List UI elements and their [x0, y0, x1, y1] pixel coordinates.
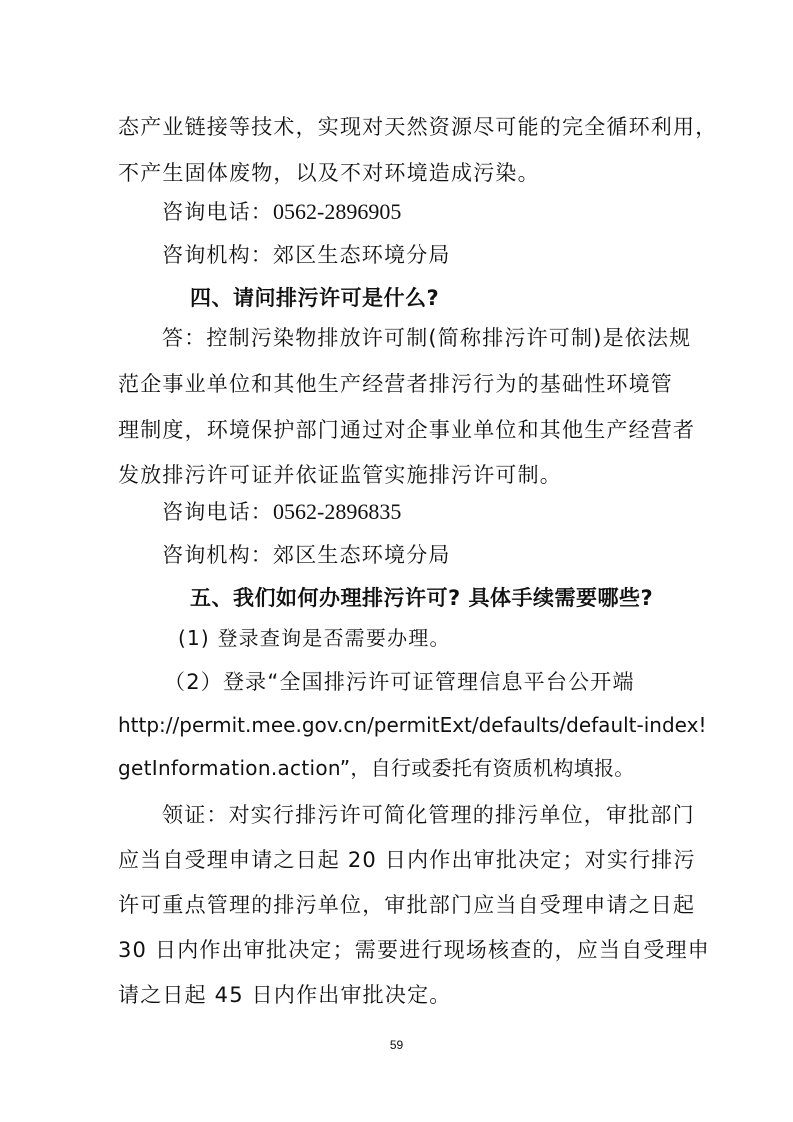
- text-line: 态产业链接等技术，实现对天然资源尽可能的完全循环利用，: [118, 115, 718, 139]
- section-heading: 五、我们如何办理排污许可? 具体手续需要哪些?: [190, 586, 654, 610]
- collect-line: 30 日内作出审批决定；需要进行现场核查的，应当自受理申: [118, 938, 710, 962]
- contact-phone: [162, 197, 401, 227]
- text-line: 不产生固体废物，以及不对环境造成污染。: [118, 161, 540, 185]
- page-number: 59: [389, 1038, 404, 1052]
- contact-org: 咨询机构：郊区生态环境分局: [162, 543, 451, 567]
- phone-number: 0562-2896835: [273, 499, 402, 524]
- answer-line: 范企事业单位和其他生产经营者排污行为的基础性环境管: [118, 372, 673, 396]
- url-text: getInformation.action”，自行或委托有资质机构填报。: [118, 756, 635, 780]
- section-heading: 四、请问排污许可是什么?: [190, 286, 440, 310]
- step-line: (1) 登录查询是否需要办理。: [178, 626, 451, 650]
- answer-line: 理制度，环境保护部门通过对企事业单位和其他生产经营者: [118, 418, 696, 442]
- url-text: http://permit.mee.gov.cn/permitExt/defaults/default-index!: [118, 713, 707, 737]
- collect-line: 应当自受理申请之日起 20 日内作出审批决定；对实行排污: [118, 848, 696, 872]
- contact-phone: [162, 497, 401, 527]
- answer-line: 发放排污许可证并依证监管实施排污许可制。: [118, 463, 562, 487]
- phone-number: 0562-2896905: [273, 199, 402, 224]
- collect-line: 领证：对实行排污许可简化管理的排污单位，审批部门: [162, 803, 695, 827]
- phone-label: 咨询电话：: [162, 500, 273, 524]
- contact-org: 咨询机构：郊区生态环境分局: [162, 243, 451, 267]
- collect-line: 请之日起 45 日内作出审批决定。: [118, 983, 452, 1007]
- step-line: （2）登录“全国排污许可证管理信息平台公开端: [164, 670, 635, 694]
- collect-line: 许可重点管理的排污单位，审批部门应当自受理申请之日起: [118, 893, 696, 917]
- phone-label: 咨询电话：: [162, 200, 273, 224]
- answer-line: 答：控制污染物排放许可制(简称排污许可制)是依法规: [162, 326, 692, 350]
